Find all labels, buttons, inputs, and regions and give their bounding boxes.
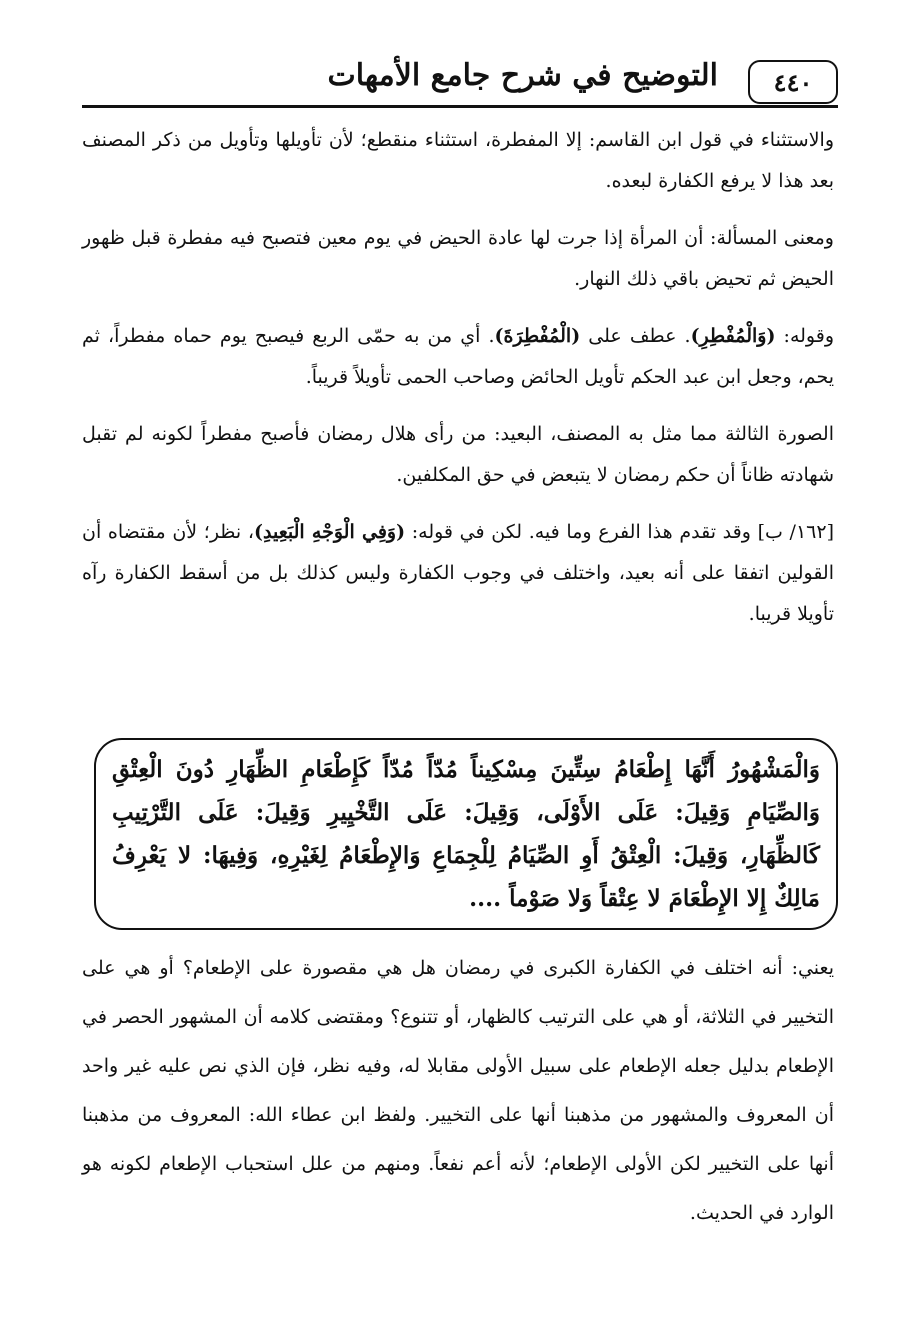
paragraph-text: . عطف على (580, 325, 691, 347)
page-header (82, 52, 838, 108)
paragraph-text: . أي من به حمّى الربع فيصبح يوم حماه مفطراً، ثم يحم، وجعل ابن عبد الحكم تأويل الحائض وصاحب الحمى تأويلاً قريباً. (82, 325, 834, 388)
matn-box: وَالْمَشْهُورُ أَنَّهَا إِطْعَامُ سِتِّينَ مِسْكِيناً مُدّاً مُدّاً كَإِطْعَامِ الظِّهَارِ دُونَ الْعِتْقِ وَالصِّيَامِ وَقِيلَ: عَلَى الأَوْلَى، وَقِيلَ: عَلَى التَّخْيِيرِ وَقِيلَ: عَلَى التَّرْتِيبِ كَالظِّهَارِ، وَقِيلَ: الْعِتْقُ أَوِ الصِّيَامُ لِلْجِمَاعِ وَالإِطْعَامُ لِغَيْرِهِ، وَفِيهَا: لا يَعْرِفُ مَالِكٌ إِلا الإِطْعَامَ لا عِتْقاً وَلا صَوْماً .... (94, 738, 838, 930)
paragraph-text: وقوله: (775, 325, 834, 347)
commentary-bottom (82, 944, 834, 1254)
quoted-matn: (وَالْمُفْطِرِ) (690, 325, 776, 347)
commentary-top (82, 120, 834, 651)
paragraph: والاستثناء في قول ابن القاسم: إلا المفطرة، استثناء منقطع؛ لأن تأويلها وتأويل من ذكر المصنف بعد هذا لا يرفع الكفارة لبعده. (82, 129, 834, 192)
header-divider (82, 105, 838, 108)
paragraph: ومعنى المسألة: أن المرأة إذا جرت لها عادة الحيض في يوم معين فتصبح فيه مفطرة قبل ظهور الحيض ثم تحيض باقي ذلك النهار. (82, 227, 834, 290)
page-number: ٤٤٠ (748, 60, 838, 104)
paragraph: يعني: أنه اختلف في الكفارة الكبرى في رمضان هل هي مقصورة على الإطعام؟ أو هي على التخيير في الثلاثة، أو هي على الترتيب كالظهار، أو تتنوع؟ ومقتضى كلامه أن المشهور الحصر في الإطعام بدليل جعله الإطعام على سبيل الأولى مقابلا له، وفيه نظر، فإن الذي نص عليه غير واحد أن المعروف والمشهور من مذهبنا أنها على التخيير. ولفظ ابن عطاء الله: المعروف من مذهبنا أنها على التخيير لكن الأولى الإطعام؛ لأنه أعم نفعاً. ومنهم من علل استحباب الإطعام لكونه هو الوارد في الحديث. (82, 957, 834, 1224)
paragraph (82, 512, 834, 635)
quoted-matn: (وَفِي الْوَجْهِ الْبَعِيدِ) (254, 521, 406, 543)
paragraph (82, 316, 834, 398)
quoted-matn: (الْمُفْطِرَةَ) (494, 325, 581, 347)
paragraph: الصورة الثالثة مما مثل به المصنف، البعيد: من رأى هلال رمضان فأصبح مفطراً لكونه لم تقبل شهادته ظاناً أن حكم رمضان لا يتبعض في حق المكلفين. (82, 423, 834, 486)
paragraph-text: [١٦٢/ ب] وقد تقدم هذا الفرع وما فيه. لكن في قوله: (405, 521, 834, 543)
paragraph-text: ، نظر؛ لأن مقتضاه أن القولين اتفقا على أنه بعيد، واختلف في وجوب الكفارة وليس كذلك بل من أسقط الكفارة رآه تأويلا قريبا. (82, 521, 834, 625)
running-title: التوضيح في شرح جامع الأمهات (327, 58, 718, 93)
